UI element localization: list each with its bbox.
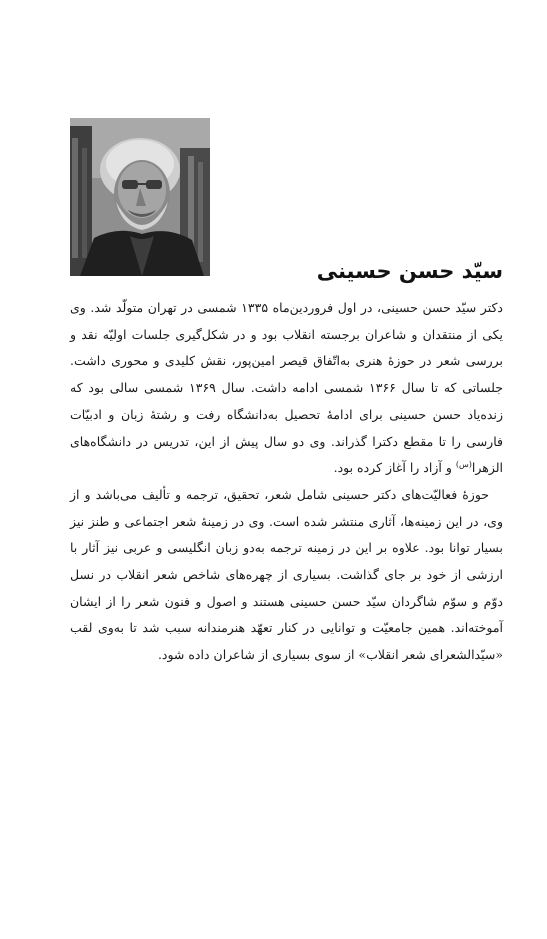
biography-text <box>70 295 503 669</box>
paragraph-1-main: دکتر سیّد حسن حسینی، در اول فروردین‌ماه ۱۳۳۵ شمسی در تهران متولّد شد. وی یکی از منتقدان و شاعران برجسته انقلاب بود و در شکل‌گیری جلسات اولیّه نقد و بررسی شعر در حوزهٔ هنری به‌اتّفاق قیصر امین‌پور، نقش کلیدی و محوری داشت. جلساتی که تا سال ۱۳۶۶ شمسی ادامه داشت. سال ۱۳۶۹ شمسی سالی بود که زنده‌یاد حسن حسینی برای ادامهٔ تحصیل به‌دانشگاه رفت و رشتهٔ زبان و ادبیّات فارسی را تا مقطع دکترا گذراند. وی دو سال پیش از این، تدریس در دانشگاه‌های الزهرا <box>70 300 503 476</box>
paragraph-2: حوزهٔ فعالیّت‌های دکتر حسینی شامل شعر، تحقیق، ترجمه و تألیف می‌باشد و از وی، در این زمینه‌ها، آثاری منتشر شده است. وی در زمینهٔ شعر اجتماعی و طنز نیز بسیار توانا بود. علاوه بر این در زمینه ترجمه به‌دو زبان انگلیسی و عربی نیز آثار با ارزشی از خود بر جای گذاشت. بسیاری از چهره‌های شاخص شعر انقلاب در نسل دوّم و سوّم شاگردان سیّد حسن حسینی هستند و اصول و فنون شعر را از ایشان آموخته‌اند. همین جامعیّت و توانایی در کنار تعهّد هنرمندانه سبب شد تا به‌وی لقب «سیّدالشعرای شعر انقلاب» از سوی بسیاری از شاعران داده شود. <box>70 486 503 663</box>
portrait-photo-icon <box>70 118 210 276</box>
paragraph-1-superscript: (س) <box>455 460 472 470</box>
portrait-photo <box>70 118 210 276</box>
paragraph-1-tail: و آزاد را آغاز کرده بود. <box>333 460 456 476</box>
paragraph-1 <box>70 295 503 482</box>
page-title: سیّد حسن حسینی <box>316 259 503 283</box>
